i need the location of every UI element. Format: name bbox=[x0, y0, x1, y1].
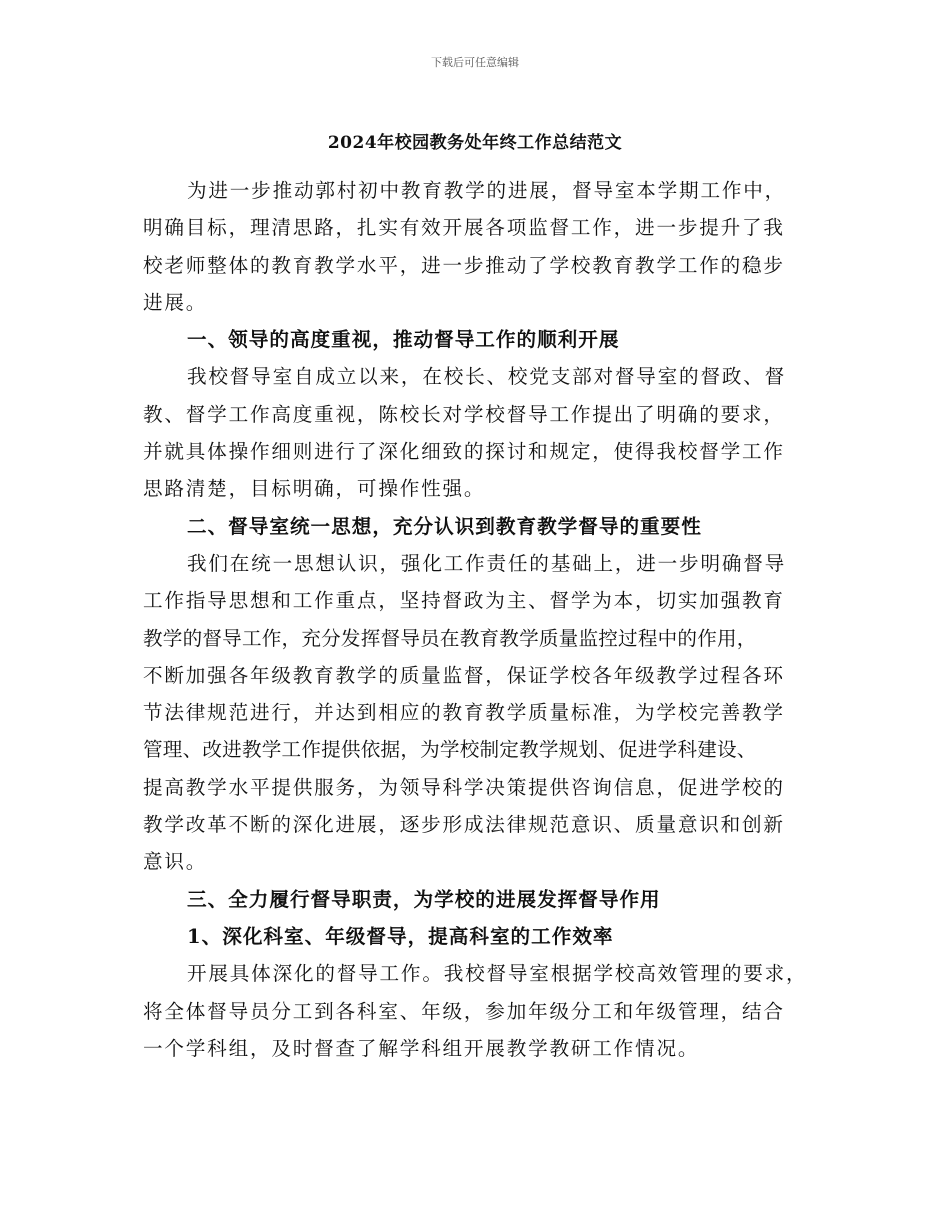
header-note: 下载后可任意编辑 bbox=[431, 56, 519, 69]
paragraph-line: 教学的督导工作，充分发挥督导员在教育教学质量监控过程中的作用， bbox=[143, 626, 757, 650]
paragraph-line: 节法律规范进行，并达到相应的教育教学质量标准，为学校完善教学 bbox=[143, 701, 785, 725]
paragraph-line: 思路清楚，目标明确，可操作性强。 bbox=[143, 477, 486, 501]
section-heading: 三、全力履行督导职责，为学校的进展发挥督导作用 bbox=[187, 887, 661, 911]
paragraph-line: 明确目标，理清思路，扎实有效开展各项监督工作，进一步提升了我 bbox=[143, 216, 785, 240]
paragraph-line: 教学改革不断的深化进展，逐步形成法律规范意识、质量意识和创新 bbox=[143, 813, 785, 837]
paragraph-line: 意识。 bbox=[143, 850, 208, 874]
paragraph-line: 将全体督导员分工到各科室、年级，参加年级分工和年级管理，结合 bbox=[143, 999, 785, 1023]
paragraph-line: 为进一步推动郭村初中教育教学的进展，督导室本学期工作中， bbox=[187, 179, 787, 202]
paragraph-line: 校老师整体的教育教学水平，进一步推动了学校教育教学工作的稳步 bbox=[143, 253, 785, 277]
paragraph-line: 并就具体操作细则进行了深化细致的探讨和规定，使得我校督学工作 bbox=[143, 440, 785, 464]
paragraph-line: 提高教学水平提供服务，为领导科学决策提供咨询信息，促进学校的 bbox=[143, 775, 785, 799]
paragraph-line: 工作指导思想和工作重点，坚持督政为主、督学为本，切实加强教育 bbox=[143, 589, 785, 613]
section-heading: 一、领导的高度重视，推动督导工作的顺利开展 bbox=[187, 328, 620, 352]
document-body bbox=[143, 172, 823, 1067]
paragraph-line: 教、督学工作高度重视，陈校长对学校督导工作提出了明确的要求， bbox=[143, 402, 785, 426]
paragraph-line: 开展具体深化的督导工作。我校督导室根据学校高效管理的要求， bbox=[187, 962, 808, 986]
paragraph-line: 管理、改进教学工作提供依据，为学校制定教学规划、促进学科建设、 bbox=[143, 738, 757, 762]
paragraph-line: 一个学科组，及时督查了解学科组开展教学教研工作情况。 bbox=[143, 1036, 700, 1060]
paragraph-line: 进展。 bbox=[143, 290, 208, 314]
paragraph-line: 我校督导室自成立以来，在校长、校党支部对督导室的督政、督 bbox=[187, 365, 787, 389]
section-heading: 二、督导室统一思想，充分认识到教育教学督导的重要性 bbox=[187, 514, 702, 538]
section-heading: 1、深化科室、年级督导，提高科室的工作效率 bbox=[187, 924, 614, 948]
paragraph-line: 我们在统一思想认识，强化工作责任的基础上，进一步明确督导 bbox=[187, 551, 787, 575]
document-title: 2024年校园教务处年终工作总结范文 bbox=[327, 133, 623, 153]
paragraph-line: 不断加强各年级教育教学的质量监督，保证学校各年级教学过程各环 bbox=[143, 663, 785, 687]
